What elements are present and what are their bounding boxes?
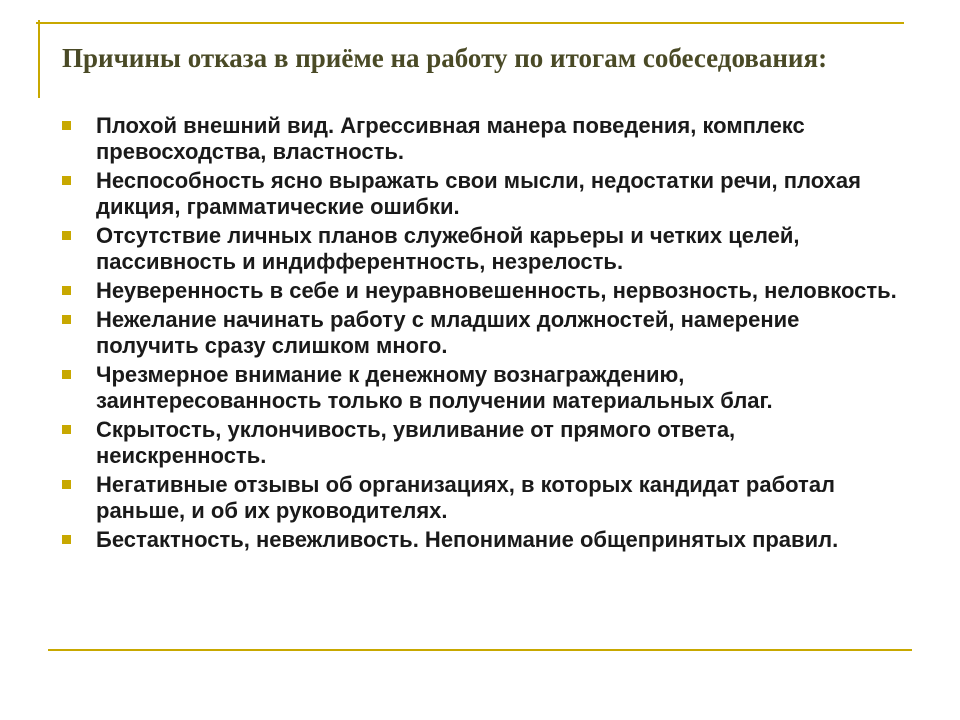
list-item-text: Нежелание начинать работу с младших должностей, намерение получить сразу слишком много. [96, 307, 800, 358]
list-item-text: Бестактность, невежливость. Непонимание общепринятых правил. [96, 527, 839, 552]
square-bullet-icon [62, 121, 71, 130]
square-bullet-icon [62, 315, 71, 324]
list-item-7 [58, 417, 908, 469]
list-item-3 [58, 223, 908, 275]
square-bullet-icon [62, 425, 71, 434]
list-item-8 [58, 472, 908, 524]
frame-top-line [36, 22, 904, 24]
list-item-text: Скрытость, уклончивость, увиливание от прямого ответа, неискренность. [96, 417, 736, 468]
list-item-5 [58, 307, 908, 359]
square-bullet-icon [62, 231, 71, 240]
list-item-6 [58, 362, 908, 414]
square-bullet-icon [62, 480, 71, 489]
square-bullet-icon [62, 286, 71, 295]
square-bullet-icon [62, 176, 71, 185]
bullet-list [58, 113, 908, 556]
list-item-text: Отсутствие личных планов служебной карьеры и четких целей, пассивность и индифферентность, незрелость. [96, 223, 800, 274]
frame-left-line [38, 20, 40, 98]
frame-bottom-line [48, 649, 912, 651]
list-item-text: Плохой внешний вид. Агрессивная манера поведения, комплекс превосходства, властность. [96, 113, 805, 164]
list-item-9 [58, 527, 908, 553]
square-bullet-icon [62, 370, 71, 379]
list-item-2 [58, 168, 908, 220]
list-item-text: Чрезмерное внимание к денежному вознаграждению, заинтересованность только в получении материальных благ. [96, 362, 773, 413]
list-item-4 [58, 278, 908, 304]
slide-title: Причины отказа в приёме на работу по итогам собеседования: [62, 43, 828, 73]
square-bullet-icon [62, 535, 71, 544]
list-item-text: Неспособность ясно выражать свои мысли, недостатки речи, плохая дикция, грамматические ошибки. [96, 168, 861, 219]
list-item-1 [58, 113, 908, 165]
list-item-text: Негативные отзывы об организациях, в которых кандидат работал раньше, и об их руководителях. [96, 472, 836, 523]
list-item-text: Неуверенность в себе и неуравновешенность, нервозность, неловкость. [96, 278, 897, 303]
